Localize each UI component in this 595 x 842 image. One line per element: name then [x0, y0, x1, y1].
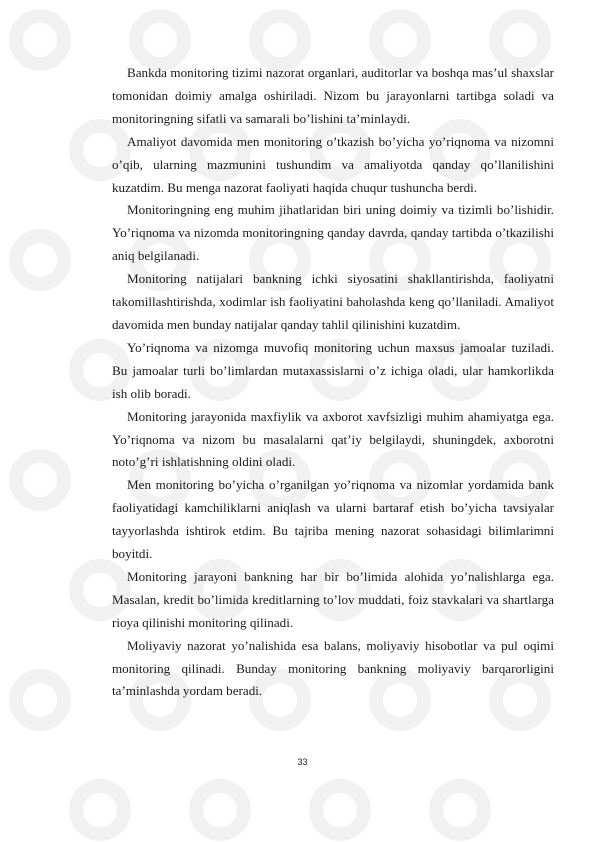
- page-number: 33: [297, 757, 308, 767]
- paragraph-department-directions: Monitoring jarayoni bankning har bir bo’limida alohida yo’nalishlarga ega. Masalan, kredit bo’limida kreditlarning to’lov muddati, foiz stavkalari va shartlarga rioya qilinishi monitoring qilinadi.: [112, 568, 554, 630]
- paragraph-results-usage: Monitoring natijalari bankning ichki siyosatini shakllantirishda, faoliyatni takomillashtirishda, xodimlar ish faoliyatini baholashda keng qo’llaniladi. Amaliyot davomida men bunday natijalar qanday tahlil qilinishini kuzatdim.: [112, 271, 554, 332]
- paragraph-special-teams: Yo’riqnoma va nizomga muvofiq monitoring uchun maxsus jamoalar tuziladi. Bu jamoalar turli bo’limlardan mutaxassislarni o’z ichiga oladi, ular hamkorlikda ish olib boradi.: [112, 339, 554, 401]
- document-body: [112, 62, 554, 703]
- paragraph-recommendations: Men monitoring bo’yicha o’rganilgan yo’riqnoma va nizomlar yordamida bank faoliyatidagi kamchiliklarni aniqlash va ularni bartaraf etish bo’yicha tavsiyalar tayyorlashda ishtirok etdim. Bu tajriba mening nazorat sohasidagi bilimlarimni boyitdi.: [112, 477, 554, 562]
- paragraph-confidentiality: Monitoring jarayonida maxfiylik va axborot xavfsizligi muhim ahamiyatga ega. Yo’riqnoma va nizom bu masalalarni qat’iy belgilaydi, shuningdek, axborotni noto’g’ri ishlatishning oldini oladi.: [112, 408, 554, 470]
- paragraph-practice-instructions: Amaliyot davomida men monitoring o’tkazish bo’yicha yo’riqnoma va nizomni o’qib, ularning mazmunini tushundim va amaliyotda qanday qo’llanilishini kuzatdim. Bu menga nazorat faoliyati haqida chuqur tushuncha berdi.: [112, 133, 554, 195]
- paragraph-monitoring-system: Bankda monitoring tizimi nazorat organlari, auditorlar va boshqa mas’ul shaxslar tomonidan doimiy amalga oshiriladi. Nizom bu jarayonlarni tartibga soladi va monitoringning sifatli va samarali bo’lishini ta’minlaydi.: [112, 65, 554, 126]
- paragraph-continuity: Monitoringning eng muhim jihatlaridan biri uning doimiy va tizimli bo’lishidir. Yo’riqnoma va nizomda monitoringning qanday davrda, qanday tartibda o’tkazilishi aniq belgilanadi.: [112, 202, 554, 264]
- paragraph-financial-control: Moliyaviy nazorat yo’nalishida esa balans, moliyaviy hisobotlar va pul oqimi monitoring qilinadi. Bunday monitoring bankning moliyaviy barqarorligini ta’minlashda yordam beradi.: [112, 637, 554, 699]
